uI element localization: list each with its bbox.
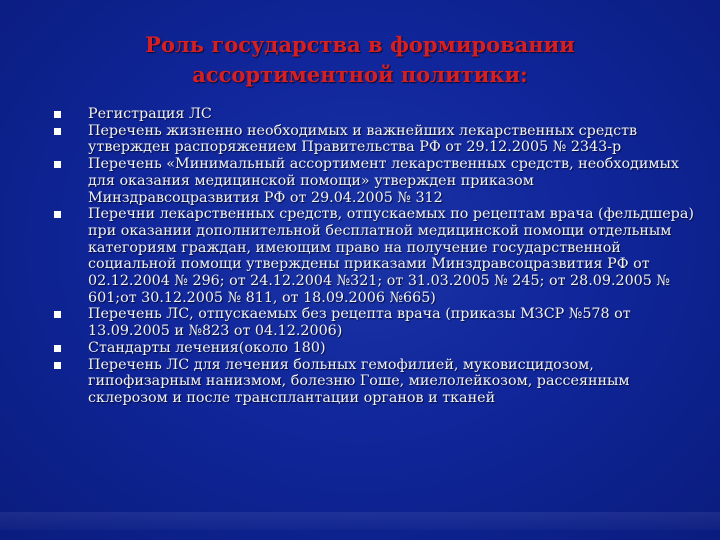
square-bullet-icon <box>54 345 61 352</box>
bullet-text: Регистрация ЛС <box>88 106 212 122</box>
bullet-item-vital-drugs-list <box>52 123 704 156</box>
bullet-item-registration <box>52 106 704 123</box>
square-bullet-icon <box>54 111 61 118</box>
title-line-2: ассортиментной политики: <box>192 62 528 87</box>
bullet-item-orphan-diseases <box>52 357 704 407</box>
bullet-text: Перечень жизненно необходимых и важнейших лекарственных средств утвержден распоряжением Правительства РФ от 29.12.2005 № 2343-р <box>88 122 638 156</box>
slide-title <box>120 30 600 90</box>
square-bullet-icon <box>54 128 61 135</box>
bullet-item-minimal-assortment <box>52 156 704 206</box>
bullet-text: Перечень ЛС для лечения больных гемофилией, муковисцидозом, гипофизарным нанизмом, болезню Гоше, миелолейкозом, рассеянным склерозом и после трансплантации органов и тканей <box>88 356 630 406</box>
bullet-text: Перечни лекарственных средств, отпускаемых по рецептам врача (фельдшера) при оказании дополнительной бесплатной медицинской помощи отдельным категориям граждан, имеющим право на получение государственной социальной помощи утверждены приказами Минздравсоцразвития РФ от 02.12.2004 № 296; от 24.12.2004 №321; от 31.03.2005 № 245; от 28.09.2005 № 601;от 30.12.2005 № 811, от 18.09.2006 №665) <box>88 206 694 306</box>
square-bullet-icon <box>54 362 61 369</box>
bullet-text: Стандарты лечения(около 180) <box>88 339 326 356</box>
bullet-item-prescription-lists <box>52 206 704 306</box>
square-bullet-icon <box>54 211 61 218</box>
bullet-text: Перечень «Минимальный ассортимент лекарственных средств, необходимых для оказания медицинской помощи» утвержден приказом Минздравсоцразвития РФ от 29.04.2005 № 312 <box>88 156 679 206</box>
bullet-item-otc-list <box>52 306 704 339</box>
bullet-item-treatment-standards <box>52 340 704 357</box>
square-bullet-icon <box>54 311 61 318</box>
bullet-list <box>52 106 704 407</box>
footer-band <box>0 512 720 530</box>
bullet-text: Перечень ЛС, отпускаемых без рецепта врача (приказы МЗСР №578 от 13.09.2005 и №823 от 04.12.2006) <box>88 306 631 340</box>
square-bullet-icon <box>54 161 61 168</box>
title-line-1: Роль государства в формировании <box>145 32 575 57</box>
